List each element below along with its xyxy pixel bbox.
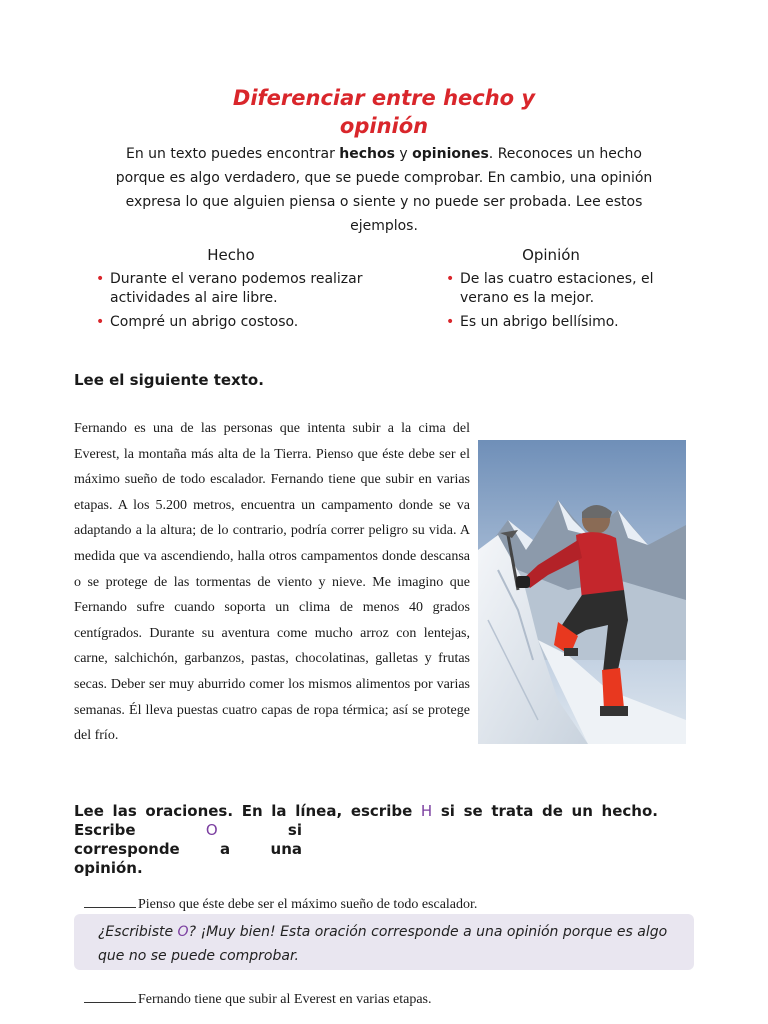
instruction-read-text: Lee el siguiente texto. bbox=[74, 371, 264, 389]
list-item: • Durante el verano podemos realizar actividades al aire libre. bbox=[96, 271, 363, 306]
list-item: • De las cuatro estaciones, el verano es la mejor. bbox=[446, 271, 654, 306]
climber-photo bbox=[478, 440, 686, 744]
instruction-line-1: Lee las oraciones. En la línea, escribe H si se trata de un hecho. bbox=[74, 802, 658, 820]
opinion-column bbox=[446, 270, 666, 337]
instruction-line-3: corresponde a una bbox=[74, 840, 302, 858]
letter-h: H bbox=[420, 802, 433, 820]
story-paragraph bbox=[74, 416, 686, 750]
story-text: Fernando es una de las personas que intenta subir a la cima del Everest, la montaña más alta de la Tierra. Pienso que éste debe ser el máximo sueño de todo escalador. Fernando tiene que subir en varias etapas. A los 5.200 metros, encuentra un campamento donde se va adaptando a la altura; de lo contrario, podría correr peligro su vida. A medida que va ascendiendo, halla otros campamentos donde descansa o se protege de las tormentas de viento y nieve. Me imagino que Fernando sufre cuando soporta un clima de menos 40 grados centígrados. Durante su aventura come mucho arroz con lentejas, carne, salchichón, garbanzos, pastas, chocolatinas, galletas y frutas secas. Deber ser muy aburrido comer los mismos alimentos por varias semanas. Él lleva puestas cuatro capas de ropa térmica; así se protege del frío. bbox=[74, 421, 470, 744]
list-item: • Es un abrigo bellísimo. bbox=[446, 314, 619, 330]
title-line-2: opinión bbox=[339, 114, 429, 138]
answer-blank-2[interactable] bbox=[84, 988, 136, 1003]
feedback-letter-o: O bbox=[177, 924, 189, 940]
question-2 bbox=[84, 988, 432, 1008]
question-1 bbox=[84, 893, 477, 913]
question-2-text: Fernando tiene que subir al Everest en varias etapas. bbox=[138, 992, 432, 1007]
instruction-write bbox=[74, 802, 664, 878]
intro-text-2: . Reconoces un hecho porque es algo verdadero, que se puede comprobar. En cambio, una opinión expresa lo que alguien piensa o siente y no puede ser probada. Lee estos ejemplos. bbox=[115, 146, 653, 234]
list-item: • Compré un abrigo costoso. bbox=[96, 314, 299, 330]
feedback-text: ¿Escribiste O? ¡Muy bien! Esta oración corresponde a una opinión porque es algo que no se puede comprobar. bbox=[98, 924, 668, 964]
page-title bbox=[0, 84, 768, 140]
question-1-text: Pienso que éste debe ser el máximo sueño de todo escalador. bbox=[138, 897, 478, 912]
title-line-1: Diferenciar entre hecho y bbox=[232, 86, 536, 110]
instruction-line-4: opinión. bbox=[74, 859, 143, 877]
intro-y: y bbox=[394, 146, 413, 162]
bullet-icon: • bbox=[446, 314, 455, 330]
intro-paragraph bbox=[100, 142, 668, 238]
answer-blank-1[interactable] bbox=[84, 893, 136, 908]
hecho-column bbox=[96, 270, 386, 337]
bullet-icon: • bbox=[96, 314, 105, 330]
bullet-icon: • bbox=[446, 271, 455, 287]
intro-text-1: En un texto puedes encontrar bbox=[126, 146, 340, 162]
feedback-box bbox=[74, 914, 694, 970]
letter-o: O bbox=[205, 821, 218, 839]
opinion-heading: Opinión bbox=[522, 246, 580, 264]
instruction-line-2: Escribe O si bbox=[74, 821, 302, 839]
hecho-heading: Hecho bbox=[207, 246, 255, 264]
intro-opiniones: opiniones bbox=[412, 146, 489, 162]
bullet-icon: • bbox=[96, 271, 105, 287]
intro-hechos: hechos bbox=[339, 146, 395, 162]
